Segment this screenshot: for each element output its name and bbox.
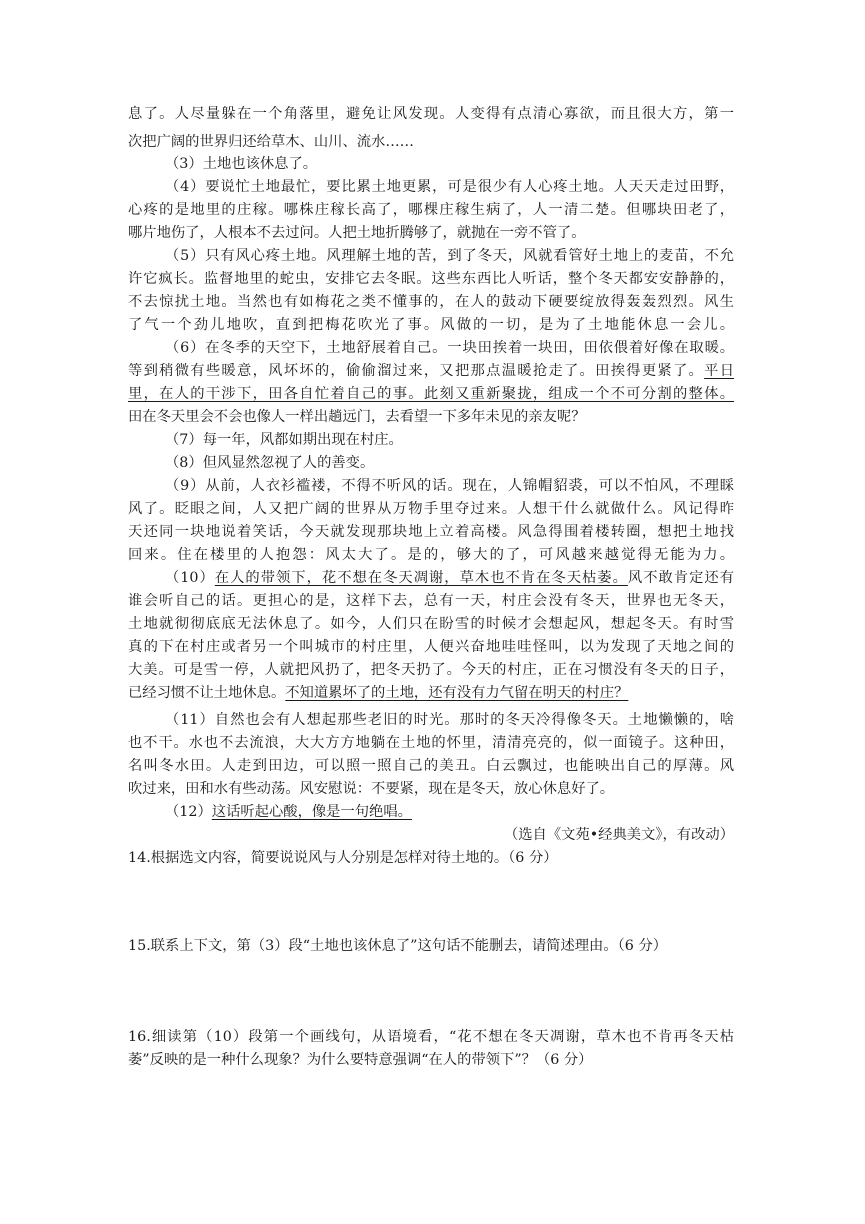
text-line: 次把广阔的世界归还给草木、山川、流水…… <box>128 134 414 150</box>
paragraph-6-line: 等到稍微有些暖意，风坏坏的，偷偷溜过来，又把那点温暖抢走了。田挨得更紧了。平日 <box>128 363 735 379</box>
question-14: 14.根据选文内容，简要说说风与人分别是怎样对待土地的。（6 分） <box>128 850 558 866</box>
paragraph-11-line: 吹过来，田和水有些动荡。风安慰说：不要紧，现在是冬天，放心休息好了。 <box>128 781 615 797</box>
paragraph-10-line: 大美。可是雪一停，人就把风扔了，把冬天扔了。今天的村庄，正在习惯没有冬天的日子， <box>128 662 734 678</box>
paragraph-12: （12）这话听起心酸，像是一句绝唱。 <box>165 804 412 820</box>
paragraph-10-line: 已经习惯不让土地休息。不知道累坏了的土地，还有没有力气留在明天的村庄？ <box>128 685 629 701</box>
paragraph-5-line: 了气一个劲儿地吹，直到把梅花吹光了事。风做的一切，是为了土地能休息一会儿。 <box>128 317 734 333</box>
paragraph-4-line: 哪片地伤了，人根本不去过问。人把土地折腾够了，就抛在一旁不管了。 <box>128 225 586 241</box>
question-16-line: 16.细读第（10）段第一个画线句，从语境看，“花不想在冬天凋谢，草木也不肯再冬天枯 <box>128 1029 734 1045</box>
paragraph-5-line: （5）只有风心疼土地。风理解土地的苦，到了冬天，风就看管好土地上的麦苗，不允 <box>165 248 734 264</box>
paragraph-11-line: 也不干。水也不去流浪，大大方方地躺在土地的怀里，清清亮亮的，似一面镜子。这种田， <box>128 735 734 751</box>
underlined-sentence-3: 这话听起心酸，像是一句绝唱。 <box>211 804 412 820</box>
underlined-phrase: 平日 <box>704 363 735 379</box>
paragraph-8: （8）但风显然忽视了人的善变。 <box>165 455 375 471</box>
underlined-sentence-2: 不知道累坏了的土地，还有没有力气留在明天的村庄？ <box>285 685 629 701</box>
paragraph-3: （3）土地也该休息了。 <box>165 156 318 172</box>
paragraph-10-line: 真的下在村庄或者另一个叫城市的村庄里，人便兴奋地哇哇怪叫，以为发现了天地之间的 <box>128 639 734 655</box>
paragraph-7: （7）每一年，风都如期出现在村庄。 <box>165 432 403 448</box>
paragraph-4-line: 心疼的是地里的庄稼。哪株庄稼长高了，哪棵庄稼生病了，人一清二楚。但哪块田老了， <box>128 202 734 218</box>
underlined-sentence-1: 在人的带领下，花不想在冬天凋谢，草木也不肯在冬天枯萎。 <box>214 570 628 586</box>
paragraph-11-line: （11）自然也会有人想起那些老旧的时光。那时的冬天冷得像冬天。土地懒懒的，啥 <box>165 712 734 728</box>
text-line: 息了。人尽量躲在一个角落里，避免让风发现。人变得有点清心寡欲，而且很大方，第一 <box>128 106 734 122</box>
paragraph-9-line: （9）从前，人衣衫褴褛，不得不听风的话。现在，人锦帽貂裘，可以不怕风，不理睬 <box>165 478 734 494</box>
question-15: 15.联系上下文，第（3）段“土地也该休息了”这句话不能删去，请简述理由。（6 分） <box>128 938 668 954</box>
paragraph-5-line: 不去惊扰土地。当然也有如梅花之类不懂事的，在人的鼓动下硬要绽放得轰轰烈烈。风生 <box>128 294 734 310</box>
paragraph-5-line: 许它疯长。监督地里的蛇虫，安排它去冬眠。这些东西比人听话，整个冬天都安安静静的， <box>128 271 734 287</box>
paragraph-9-line: 天还同一块地说着笑话，今天就发现那块地上立着高楼。风急得围着楼转圈，想把土地找 <box>128 524 734 540</box>
paragraph-10-line: 谁会听自己的话。更担心的是，这样下去，总有一天，村庄会没有冬天，世界也无冬天， <box>128 593 734 609</box>
paragraph-9-line: 回来。住在楼里的人抱怨：风太大了。是的，够大的了，可风越来越觉得无能为力。 <box>128 547 734 563</box>
underlined-sentence: 里，在人的干涉下，田各自忙着自己的事。此刻又重新聚拢，组成一个不可分割的整体。 <box>128 386 734 402</box>
paragraph-9-line: 风了。眨眼之间，人又把广阔的世界从万物手里夺过来。人想干什么就做什么。风记得昨 <box>128 501 734 517</box>
paragraph-6-line: （6）在冬季的天空下，土地舒展着自己。一块田挨着一块田，田依偎着好像在取暖。 <box>165 340 734 356</box>
paragraph-11-line: 名叫冬水田。人走到田边，可以照一照自己的美丑。白云飘过，也能映出自己的厚薄。风 <box>128 758 734 774</box>
paragraph-10-line: 土地就彻彻底底无法休息了。如今，人们只在盼雪的时候才会想起风，想起冬天。有时雪 <box>128 616 734 632</box>
paragraph-10-line: （10）在人的带领下，花不想在冬天凋谢，草木也不肯在冬天枯萎。风不敢肯定还有 <box>165 570 735 586</box>
paragraph-6-line <box>128 384 734 404</box>
paragraph-6-line: 田在冬天里会不会也像人一样出趟远门，去看望一下多年未见的亲友呢？ <box>128 409 586 425</box>
paragraph-4-line: （4）要说忙土地最忙，要比累土地更累，可是很少有人心疼土地。人天天走过田野， <box>165 179 734 195</box>
source-citation: （选自《文苑•经典美文》，有改动） <box>503 827 734 843</box>
question-16-line: 萎”反映的是一种什么现象？为什么要特意强调“在人的带领下”？（6 分） <box>128 1052 593 1068</box>
